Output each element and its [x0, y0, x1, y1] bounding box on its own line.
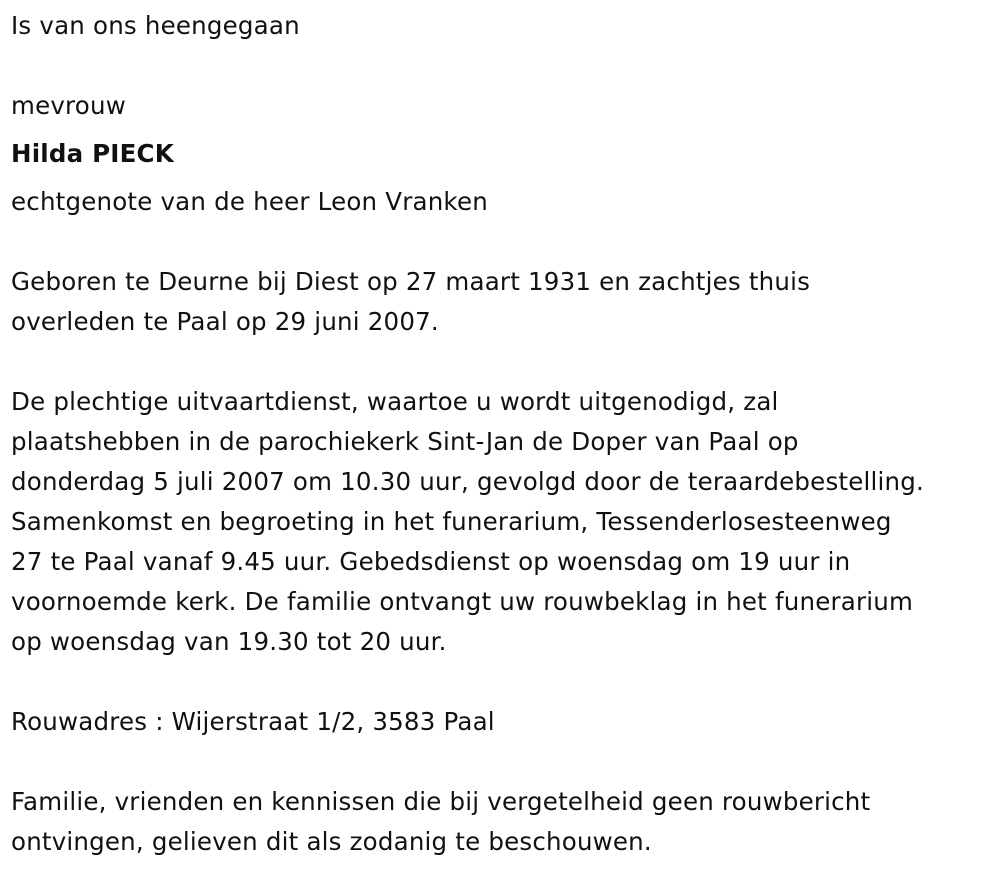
deceased-name: Hilda PIECK [11, 139, 174, 168]
ceremony-paragraph: De plechtige uitvaartdienst, waartoe u wordt uitgenodigd, zal plaatshebben in de parochiekerk Sint-Jan de Doper van Paal op donderdag 5 juli 2007 om 10.30 uur, gevolgd door de teraardebestelling. Samenkomst en begroeting in het funerarium, Tessenderlosesteenweg 27 te Paal vanaf 9.45 uur. Gebedsdienst op woensdag om 19 uur in voornoemde kerk. De familie ontvangt uw rouwbeklag in het funerarium op woensdag van 19.30 tot 20 uur. [11, 387, 924, 656]
mourning-address: Rouwadres : Wijerstraat 1/2, 3583 Paal [11, 707, 495, 736]
title-text: mevrouw [11, 91, 126, 120]
birth-death-paragraph: Geboren te Deurne bij Diest op 27 maart 1931 en zachtjes thuis overleden te Paal op 29 juni 2007. [11, 267, 811, 336]
intro-text: Is van ons heengegaan [11, 11, 300, 40]
death-notice [11, 6, 986, 862]
spouse-text: echtgenote van de heer Leon Vranken [11, 187, 488, 216]
closing-paragraph: Familie, vrienden en kennissen die bij vergetelheid geen rouwbericht ontvingen, gelieven dit als zodanig te beschouwen. [11, 787, 871, 856]
